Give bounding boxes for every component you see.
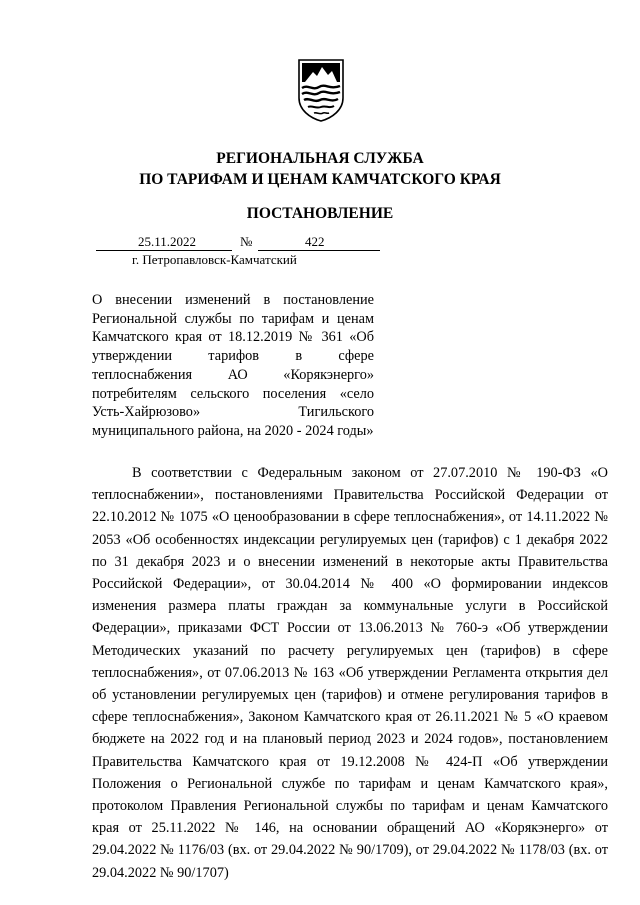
document-type-heading: ПОСТАНОВЛЕНИЕ: [246, 205, 394, 222]
org-title-line1: РЕГИОНАЛЬНАЯ СЛУЖБА: [216, 150, 424, 167]
document-date: 25.11.2022: [138, 234, 197, 249]
kamchatka-coat-of-arms-icon: [296, 58, 346, 122]
number-underline: [258, 250, 380, 251]
document-subject: О внесении изменений в постановление Региональной службы по тарифам и ценам Камчатского края от 18.12.2019 № 361 «Об утверждении тарифов в сфере теплоснабжения АО «Корякэнерго» потребителям сельского поселения «село Усть-Хайрюзово» Тигильского муниципального района, на 2020 - 2024 годы»: [92, 292, 374, 439]
date-underline: [96, 250, 232, 251]
document-body-paragraph: В соответствии с Федеральным законом от 27.07.2010 № 190-ФЗ «О теплоснабжении», постановлениями Правительства Российской Федерации от 22.10.2012 № 1075 «О ценообразовании в сфере теплоснабжения», от 14.11.2022 № 2053 «Об особенностях индексации регулируемых цен (тарифов) с 1 декабря 2022 по 31 декабря 2023 и о внесении изменений в некоторые акты Правительства Российской Федерации», от 30.04.2014 № 400 «О формировании индексов изменения размера платы граждан за коммунальные услуги в Российской Федерации», приказами ФСТ России от 13.06.2013 № 760-э «Об утверждении Методических указаний по расчету регулируемых цен (тарифов) в сфере теплоснабжения», от 07.06.2013 № 163 «Об утверждении Регламента открытия дел об установлении регулируемых цен (тарифов) и отмене регулирования тарифов в сфере теплоснабжения», Законом Камчатского края от 26.11.2021 № 5 «О краевом бюджете на 2022 год и на плановый период 2023 и 2024 годов», постановлением Правительства Камчатского края от 19.12.2008 № 424-П «Об утверждении Положения о Региональной службе по тарифам и ценам Камчатского края», протоколом Правления Региональной службы по тарифам и ценам Камчатского края от 25.11.2022 № 146, на основании обращений АО «Корякэнерго» от 29.04.2022 № 1176/03 (вх. от 29.04.2022 № 90/1709), от 29.04.2022 № 1178/03 (вх. от 29.04.2022 № 90/1707): [92, 465, 608, 881]
document-city: г. Петропавловск-Камчатский: [132, 252, 297, 267]
number-sign: №: [240, 234, 253, 249]
org-title-line2: ПО ТАРИФАМ И ЦЕНАМ КАМЧАТСКОГО КРАЯ: [139, 171, 501, 188]
document-number: 422: [305, 234, 325, 249]
